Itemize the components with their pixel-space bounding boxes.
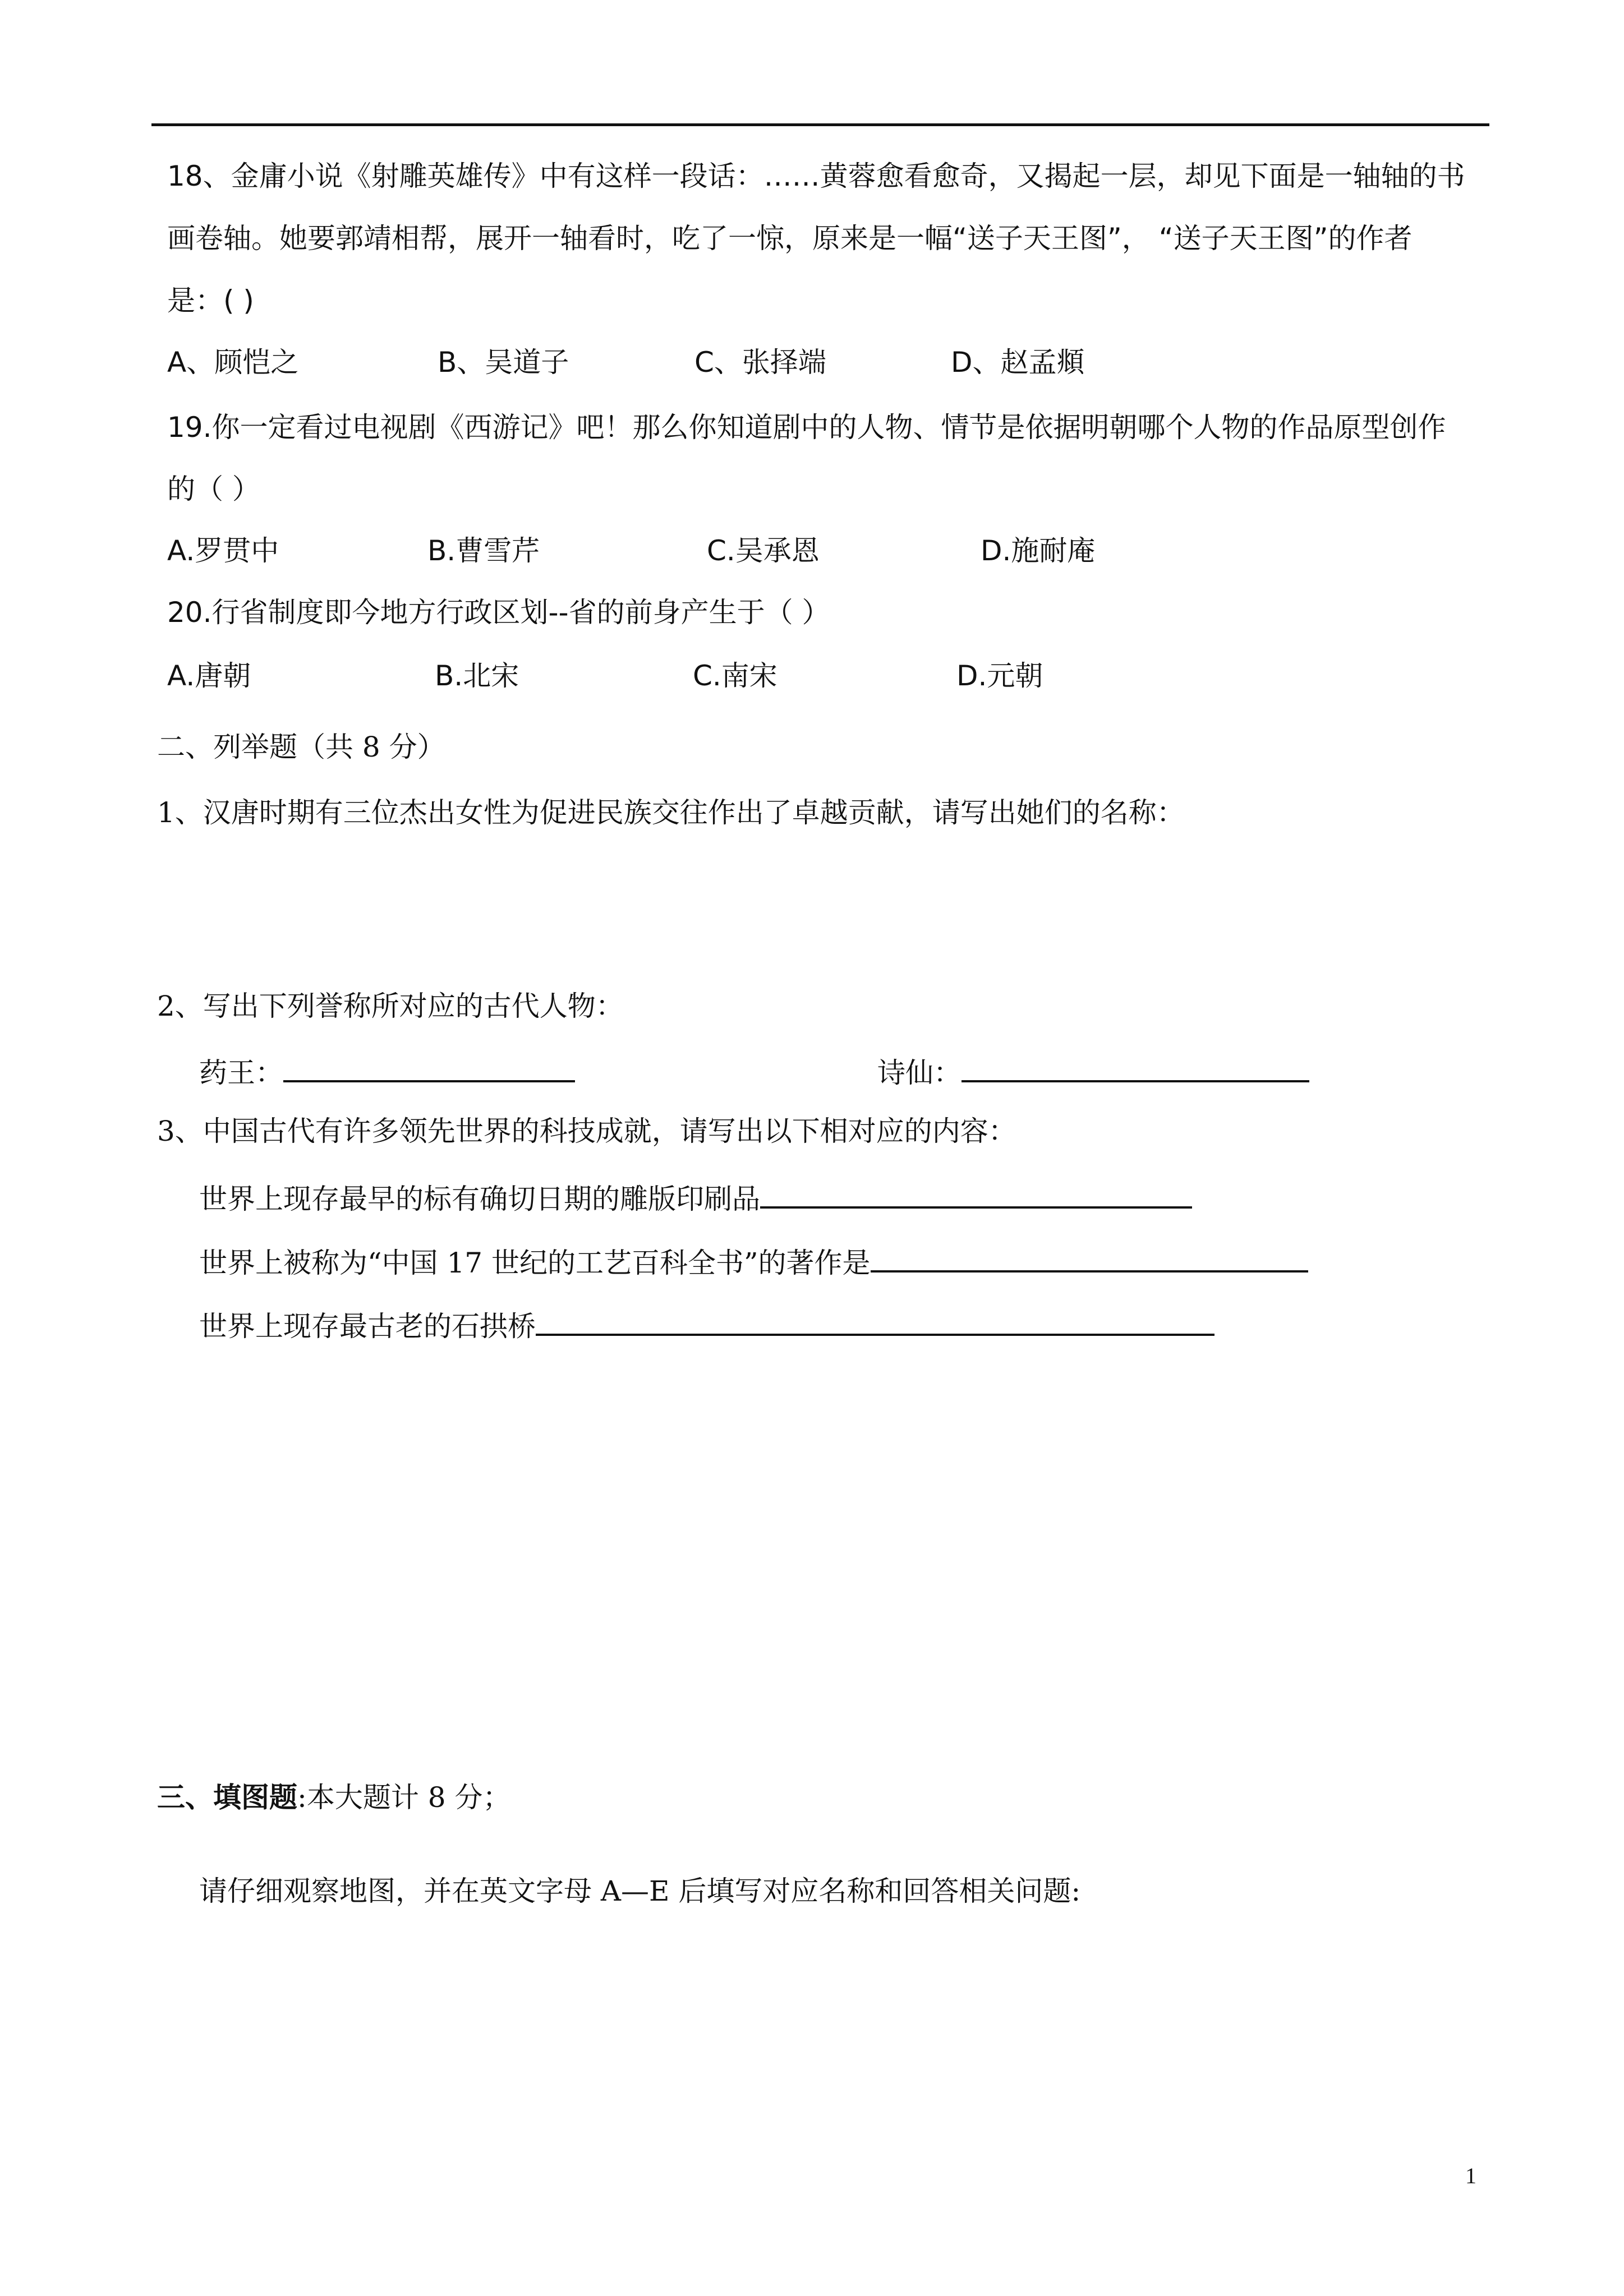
q18-option-b: B、吴道子 xyxy=(438,346,569,379)
answer-blank-printing[interactable] xyxy=(760,1177,1192,1209)
label-yaowang: 药王： xyxy=(199,1057,283,1089)
q19-option-b: B.曹雪芹 xyxy=(427,534,540,567)
q19-option-d: D.施耐庵 xyxy=(981,534,1096,567)
page-number: 1 xyxy=(1465,2163,1476,2188)
q18-option-d: D、赵孟頫 xyxy=(951,346,1085,379)
q20-option-a: A.唐朝 xyxy=(167,660,251,692)
q18-option-c: C、张择端 xyxy=(694,346,826,379)
q20-option-d: D.元朝 xyxy=(956,660,1043,692)
q18-option-a: A、顾恺之 xyxy=(167,346,299,379)
q19-line1: 19.你一定看过电视剧《西游记》吧！那么你知道剧中的人物、情节是依据明朝哪个人物的作品原型创作 xyxy=(167,411,1446,444)
q20-line1: 20.行省制度即今地方行政区划--省的前身产生于（ ） xyxy=(167,596,830,629)
q19-line2: 的（ ） xyxy=(167,473,260,505)
item3-b-text: 世界上被称为“中国 17 世纪的工艺百科全书”的著作是 xyxy=(199,1247,871,1279)
item2-row-b xyxy=(877,1051,1309,1091)
item3-row-b xyxy=(199,1241,1308,1281)
section3-title xyxy=(157,1779,510,1815)
header-rule xyxy=(151,123,1489,126)
answer-blank-yaowang[interactable] xyxy=(283,1051,575,1082)
section3-instruction: 请仔细观察地图，并在英文字母 A—E 后填写对应名称和回答相关问题: xyxy=(199,1875,1081,1907)
section2-title: 二、列举题（共 8 分） xyxy=(157,731,445,763)
section3-title-bold: 三、填图题 xyxy=(157,1781,297,1814)
label-shixian: 诗仙： xyxy=(877,1057,961,1089)
section2-item2: 2、写出下列誉称所对应的古代人物： xyxy=(157,990,624,1022)
answer-blank-shixian[interactable] xyxy=(961,1051,1309,1082)
q18-line3: 是：( ) xyxy=(167,284,254,317)
q19-option-c: C.吴承恩 xyxy=(707,534,820,567)
q20-option-c: C.南宋 xyxy=(693,660,778,692)
q18-line1: 18、金庸小说《射雕英雄传》中有这样一段话：……黄蓉愈看愈奇，又揭起一层，却见下面是一轴轴的书 xyxy=(167,160,1465,192)
item3-row-a xyxy=(199,1177,1192,1217)
answer-blank-encyclopedia[interactable] xyxy=(871,1241,1308,1273)
item3-a-text: 世界上现存最早的标有确切日期的雕版印刷品 xyxy=(199,1183,760,1215)
q18-line2: 画卷轴。她要郭靖相帮，展开一轴看时，吃了一惊，原来是一幅“送子天王图”， “送子天王图”的作者 xyxy=(167,222,1413,255)
q19-option-a: A.罗贯中 xyxy=(167,534,279,567)
section2-item3: 3、中国古代有许多领先世界的科技成就，请写出以下相对应的内容： xyxy=(157,1115,1016,1147)
item2-row-a xyxy=(199,1051,575,1091)
item3-row-c xyxy=(199,1304,1214,1344)
q20-option-b: B.北宋 xyxy=(435,660,519,692)
answer-blank-bridge[interactable] xyxy=(536,1304,1214,1336)
section3-title-rest: :本大题计 8 分； xyxy=(297,1781,511,1814)
item3-c-text: 世界上现存最古老的石拱桥 xyxy=(199,1310,536,1343)
section2-item1: 1、汉唐时期有三位杰出女性为促进民族交往作出了卓越贡献，请写出她们的名称： xyxy=(157,796,1185,829)
